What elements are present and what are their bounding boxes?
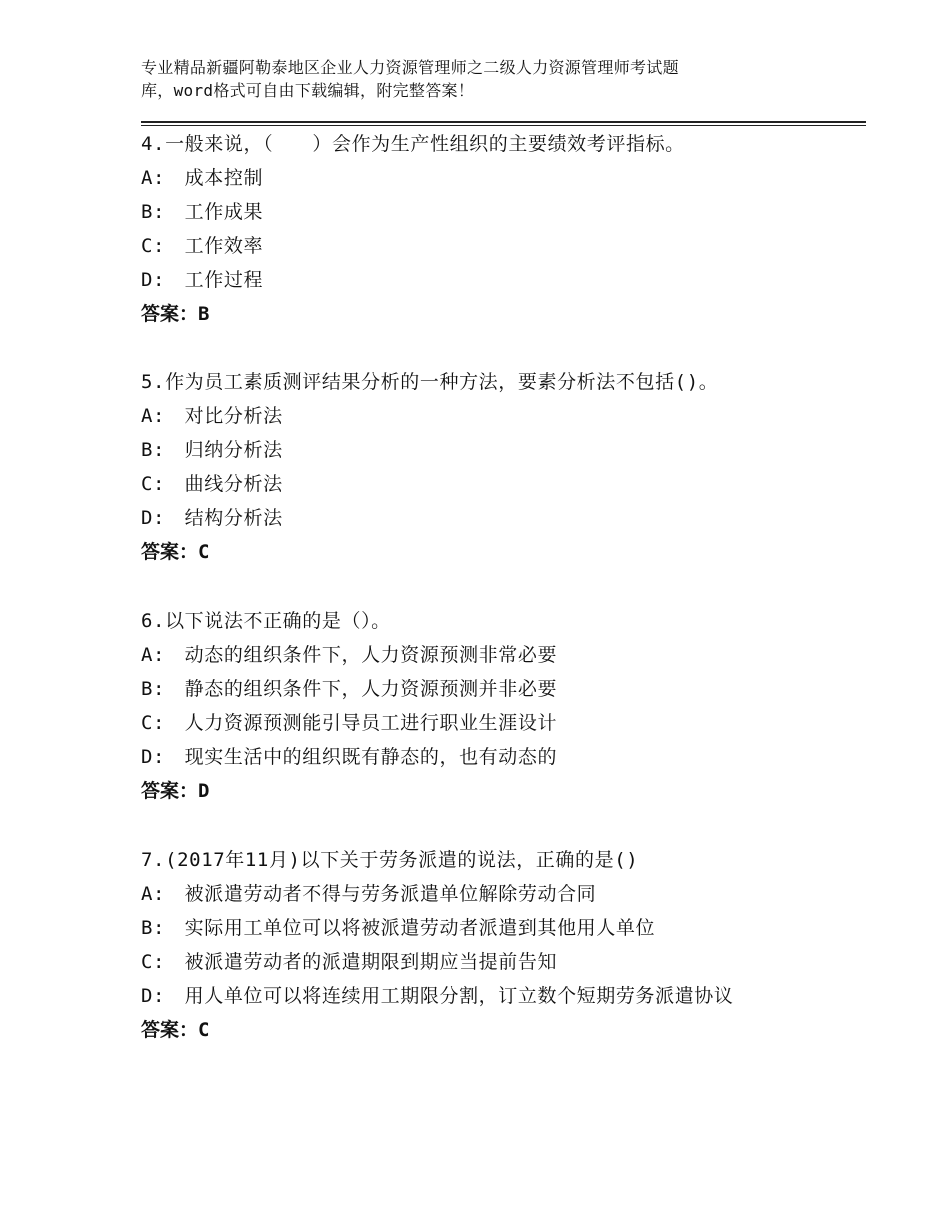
option-a: A: 对比分析法 bbox=[141, 405, 283, 427]
option-b: B: 工作成果 bbox=[141, 201, 264, 223]
answer-value: C bbox=[198, 541, 210, 563]
answer-label: 答案： bbox=[141, 303, 199, 325]
question-7 bbox=[141, 843, 861, 1047]
option-a: A: 动态的组织条件下，人力资源预测非常必要 bbox=[141, 644, 558, 666]
option-c: C: 人力资源预测能引导员工进行职业生涯设计 bbox=[141, 712, 558, 734]
answer-line bbox=[141, 1013, 861, 1047]
question-stem: 5.作为员工素质测评结果分析的一种方法，要素分析法不包括()。 bbox=[141, 371, 719, 393]
answer-label: 答案： bbox=[141, 541, 199, 563]
header-line-2: 库，word格式可自由下载编辑，附完整答案！ bbox=[141, 81, 475, 100]
answer-value: B bbox=[198, 303, 210, 325]
question-6 bbox=[141, 604, 861, 808]
option-b: B: 静态的组织条件下，人力资源预测并非必要 bbox=[141, 678, 558, 700]
option-b: B: 实际用工单位可以将被派遣劳动者派遣到其他用人单位 bbox=[141, 917, 656, 939]
answer-value: D bbox=[198, 780, 210, 802]
document-header bbox=[141, 56, 821, 102]
question-4 bbox=[141, 127, 861, 331]
option-c: C: 工作效率 bbox=[141, 235, 264, 257]
answer-label: 答案： bbox=[141, 780, 199, 802]
option-a: A: 被派遣劳动者不得与劳务派遣单位解除劳动合同 bbox=[141, 883, 597, 905]
question-stem: 4.一般来说，（ ）会作为生产性组织的主要绩效考评指标。 bbox=[141, 133, 685, 155]
option-c: C: 曲线分析法 bbox=[141, 473, 283, 495]
answer-line bbox=[141, 535, 861, 569]
option-d: D: 现实生活中的组织既有静态的，也有动态的 bbox=[141, 746, 558, 768]
question-stem: 7.(2017年11月)以下关于劳务派遣的说法，正确的是() bbox=[141, 849, 639, 871]
header-divider-thin bbox=[141, 125, 866, 126]
header-divider-thick bbox=[141, 121, 866, 123]
answer-label: 答案： bbox=[141, 1019, 199, 1041]
option-c: C: 被派遣劳动者的派遣期限到期应当提前告知 bbox=[141, 951, 558, 973]
option-d: D: 用人单位可以将连续用工期限分割，订立数个短期劳务派遣协议 bbox=[141, 985, 734, 1007]
header-line-1: 专业精品新疆阿勒泰地区企业人力资源管理师之二级人力资源管理师考试题 bbox=[141, 58, 679, 77]
answer-line bbox=[141, 297, 861, 331]
option-b: B: 归纳分析法 bbox=[141, 439, 283, 461]
question-5 bbox=[141, 365, 861, 569]
option-a: A: 成本控制 bbox=[141, 167, 264, 189]
answer-value: C bbox=[198, 1019, 210, 1041]
answer-line bbox=[141, 774, 861, 808]
question-stem: 6.以下说法不正确的是（）。 bbox=[141, 610, 391, 632]
option-d: D: 工作过程 bbox=[141, 269, 264, 291]
option-d: D: 结构分析法 bbox=[141, 507, 283, 529]
